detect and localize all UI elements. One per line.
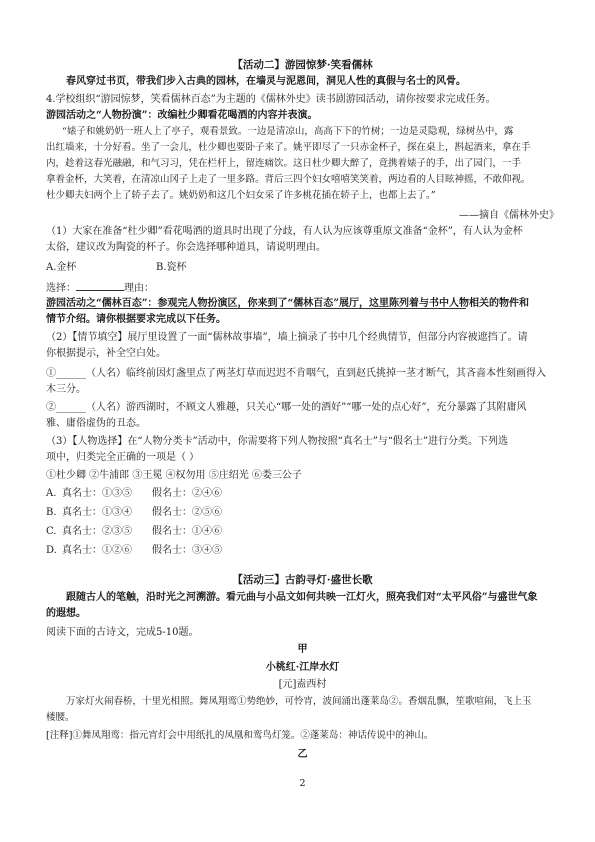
poem-line: 楼腰。 [46, 712, 75, 723]
question-line: （2）【情节填空】展厅里设置了一面“儒林故事墙”，墙上摘录了书中几个经典情节，但部分内容被遮挡了。请 [46, 332, 528, 343]
activity3-intro [46, 590, 559, 622]
excerpt-line: 拿着金杯，大笑着，在清凉山冈子上走了一里多路。背后三四个妇女嘻嘻笑笑着，两边看的人目眩神摇，不敢仰视。 [46, 174, 531, 185]
question-4-1 [46, 224, 559, 256]
option-letter: B. [46, 507, 57, 518]
section-yi: 乙 [297, 749, 308, 760]
fill-blank-2 [46, 400, 559, 432]
choice-answer-blank[interactable] [76, 279, 124, 291]
activity2-heading: 【活动二】游园惊梦·笑看儒林 [232, 59, 373, 71]
activity-role-play: 游园活动之“人物扮演”：改编杜少卿看花喝酒的内容并表演。 [46, 110, 318, 121]
option-real: 真名士：①③⑤ [62, 488, 132, 499]
question-line: （3）【人物选择】在“人物分类卡”活动中，你需要将下列人物按照“真名士”与“假名士”进行分类。下列选 [46, 436, 509, 447]
option-letter: C. [46, 526, 57, 537]
question-4: 4.学校组织“游园惊梦，笑看儒林百态”为主题的《儒林外史》读书剧游园活动，请你按要求完成任务。 [46, 94, 496, 105]
question-line: ②______（人名）游西湖时，不顾文人雅趣，只关心“哪一处的酒好”“哪一处的点心好”，充分暴露了其附庸风 [46, 402, 527, 413]
option-letter: A. [46, 488, 57, 499]
choice-option-b[interactable] [46, 505, 559, 521]
choice-option-d[interactable] [46, 543, 559, 559]
option-fake: 假名士：③④⑤ [152, 545, 222, 556]
question-line: 木三分。 [46, 384, 86, 395]
page-number: 2 [299, 778, 306, 789]
option-letter: D. [46, 545, 57, 556]
poem-author: [元]盍西村 [278, 679, 327, 690]
prop-options [46, 260, 559, 276]
reading-instruction: 阅读下面的古诗文，完成5-10题。 [46, 627, 199, 638]
novel-excerpt [46, 124, 559, 204]
choice-option-a[interactable] [46, 486, 559, 502]
poem-line: 万家灯火闹春桥，十里光相照。舞凤翔鸾①势绝妙，可怜宵，波间涌出蓬莱岛②。香烟乱飘，笙歌喧闹，飞上玉 [66, 696, 532, 707]
question-line: 你根据提示，补全空白处。 [46, 348, 166, 359]
option-gold-cup: A.金杯 [46, 262, 77, 273]
choice-option-c[interactable] [46, 524, 559, 540]
option-fake: 假名士：②④⑥ [152, 488, 222, 499]
question-line: 太俗，建议改为陶瓷的杯子。你会选择哪种道具，请说明理由。 [46, 242, 326, 253]
poem-title: 小桃红·江岸水灯 [265, 662, 340, 673]
activity2-intro: 春风穿过书页，带我们步入古典的园林，在墙灵与泥恩间，洞见人性的真假与名士的风骨。 [66, 76, 466, 87]
intro-line: 跟随古人的笔触，沿时光之河溯游。看元曲与小品文如何共映一江灯火，照亮我们对“太平风俗”与盛世气象 [66, 592, 538, 603]
option-real: 真名士：①②⑥ [62, 545, 132, 556]
activity-rulin-gallery [46, 296, 559, 328]
option-fake: 假名士：②⑤⑥ [152, 507, 222, 518]
poem-body [46, 694, 559, 726]
excerpt-line: 杜少卿夫妇两个上了轿子去了。姚奶奶和这几个妇女采了许多桃花插在轿子上，也都上去了。” [46, 190, 436, 201]
instruction-line: 游园活动之“儒林百态”：参观完人物扮演区，你来到了“儒林百态”展厅，这里陈列着与书中人物相关的物件和 [46, 298, 530, 309]
excerpt-line: 内，趁着这春光融融，和气习习，凭在栏杆上，留连痛饮。这日杜少卿大醉了，竟携着婊子的手，出了园门，一手 [46, 158, 522, 169]
question-4-3 [46, 434, 559, 466]
activity3-heading: 【活动三】古韵寻灯·盛世长歌 [232, 574, 373, 586]
instruction-line: 情节介绍。请你根据要求完成以下任务。 [46, 314, 226, 325]
reason-label: 理由： [124, 283, 154, 294]
option-real: 真名士：②③⑤ [62, 526, 132, 537]
choice-label: 选择： [46, 283, 76, 294]
question-line: （1）大家在准备“杜少卿”看花喝酒的道具时出现了分歧，有人认为应该尊重原文准备“金杯”，有人认为金杯 [46, 226, 523, 237]
question-line: 雅、庸俗虚伪的丑态。 [46, 418, 146, 429]
excerpt-source: ——摘自《儒林外史》 [459, 210, 559, 221]
poem-note: [注释]①舞凤翔鸾：指元宵灯会中用纸扎的凤凰和鸾鸟灯笼。②蓬莱岛：神话传说中的神山。 [46, 730, 434, 741]
excerpt-line: 出红墙来，十分好看。坐了一会儿，杜少卿也要卧子来了。姚平即尽了一只赤金杯子，探在桌上，斟起酒来，拿在手 [46, 142, 531, 153]
option-porcelain-cup: B.瓷杯 [156, 262, 187, 273]
question-line: ①______（人名）临终前因灯盏里点了两茎灯草而迟迟不肯咽气，直到赵氏挑掉一茎才断气，其吝啬本性刻画得入 [46, 368, 546, 379]
excerpt-line: “婊子和姚奶奶一班人上了亭子，观看景致。一边是清凉山，高高下下的竹树；一边是灵隐观，绿树丛中，露 [62, 126, 514, 137]
question-4-2 [46, 330, 559, 362]
option-fake: 假名士：①④⑥ [152, 526, 222, 537]
option-real: 真名士：①③④ [62, 507, 132, 518]
section-jia: 甲 [297, 644, 308, 655]
fill-blank-1 [46, 366, 559, 398]
question-line: 项中，归类完全正确的一项是（ ） [46, 452, 200, 463]
people-list: ①杜少卿 ②牛浦郎 ③王冕 ④权勿用 ⑤庄绍光 ⑥娄三公子 [46, 470, 302, 481]
intro-line: 的遐想。 [46, 608, 86, 619]
